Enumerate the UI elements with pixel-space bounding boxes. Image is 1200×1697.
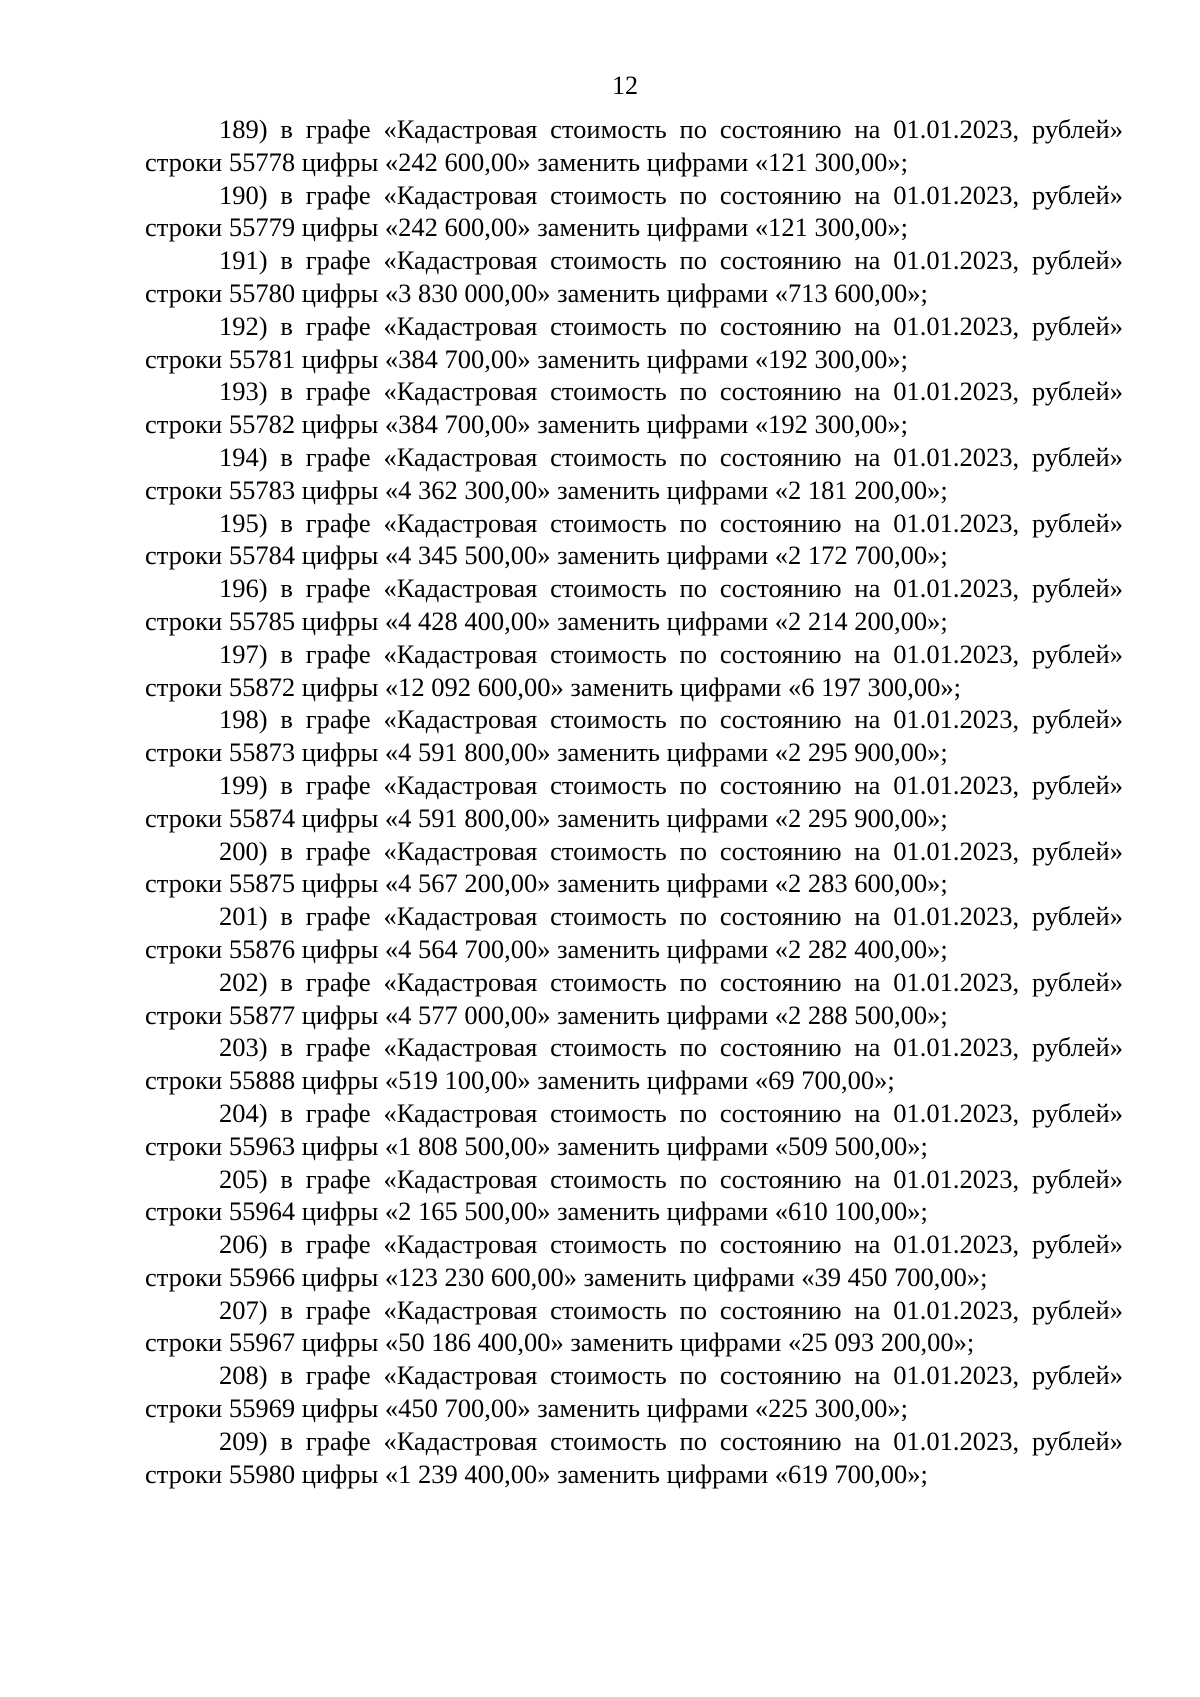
list-item: 194) в графе «Кадастровая стоимость по состоянию на 01.01.2023, рублей» строки 55783 цифры «4 362 300,00» заменить цифрами «2 181 200,00»;	[145, 441, 1123, 505]
document-body	[145, 113, 1123, 1490]
list-item: 199) в графе «Кадастровая стоимость по состоянию на 01.01.2023, рублей» строки 55874 цифры «4 591 800,00» заменить цифрами «2 295 900,00»;	[145, 769, 1123, 833]
list-item: 207) в графе «Кадастровая стоимость по состоянию на 01.01.2023, рублей» строки 55967 цифры «50 186 400,00» заменить цифрами «25 093 200,00»;	[145, 1294, 1123, 1358]
list-item: 191) в графе «Кадастровая стоимость по состоянию на 01.01.2023, рублей» строки 55780 цифры «3 830 000,00» заменить цифрами «713 600,00»;	[145, 245, 1123, 308]
list-item: 193) в графе «Кадастровая стоимость по состоянию на 01.01.2023, рублей» строки 55782 цифры «384 700,00» заменить цифрами «192 300,00»;	[145, 376, 1123, 440]
list-item: 208) в графе «Кадастровая стоимость по состоянию на 01.01.2023, рублей» строки 55969 цифры «450 700,00» заменить цифрами «225 300,00»;	[145, 1360, 1123, 1424]
list-item: 195) в графе «Кадастровая стоимость по состоянию на 01.01.2023, рублей» строки 55784 цифры «4 345 500,00» заменить цифрами «2 172 700,00»;	[145, 507, 1123, 571]
list-item: 192) в графе «Кадастровая стоимость по состоянию на 01.01.2023, рублей» строки 55781 цифры «384 700,00» заменить цифрами «192 300,00»;	[145, 310, 1123, 374]
list-item: 190) в графе «Кадастровая стоимость по состоянию на 01.01.2023, рублей» строки 55779 цифры «242 600,00» заменить цифрами «121 300,00»;	[145, 179, 1123, 243]
list-item: 201) в графе «Кадастровая стоимость по состоянию на 01.01.2023, рублей» строки 55876 цифры «4 564 700,00» заменить цифрами «2 282 400,00»;	[145, 901, 1123, 964]
list-item: 198) в графе «Кадастровая стоимость по состоянию на 01.01.2023, рублей» строки 55873 цифры «4 591 800,00» заменить цифрами «2 295 900,00»;	[145, 704, 1123, 768]
list-item: 189) в графе «Кадастровая стоимость по состоянию на 01.01.2023, рублей» строки 55778 цифры «242 600,00» заменить цифрами «121 300,00»;	[145, 114, 1123, 177]
list-item: 203) в графе «Кадастровая стоимость по состоянию на 01.01.2023, рублей» строки 55888 цифры «519 100,00» заменить цифрами «69 700,00»;	[145, 1032, 1123, 1096]
list-item: 200) в графе «Кадастровая стоимость по состоянию на 01.01.2023, рублей» строки 55875 цифры «4 567 200,00» заменить цифрами «2 283 600,00»;	[145, 835, 1123, 899]
list-item: 196) в графе «Кадастровая стоимость по состоянию на 01.01.2023, рублей» строки 55785 цифры «4 428 400,00» заменить цифрами «2 214 200,00»;	[145, 573, 1123, 636]
list-item: 204) в графе «Кадастровая стоимость по состоянию на 01.01.2023, рублей» строки 55963 цифры «1 808 500,00» заменить цифрами «509 500,00»;	[145, 1097, 1123, 1161]
list-item: 205) в графе «Кадастровая стоимость по состоянию на 01.01.2023, рублей» строки 55964 цифры «2 165 500,00» заменить цифрами «610 100,00»;	[145, 1163, 1123, 1227]
list-item: 197) в графе «Кадастровая стоимость по состоянию на 01.01.2023, рублей» строки 55872 цифры «12 092 600,00» заменить цифрами «6 197 300,00»;	[145, 638, 1123, 702]
list-item: 206) в графе «Кадастровая стоимость по состоянию на 01.01.2023, рублей» строки 55966 цифры «123 230 600,00» заменить цифрами «39 450 700,00»;	[145, 1229, 1123, 1292]
page-number: 12	[612, 71, 638, 100]
list-item: 202) в графе «Кадастровая стоимость по состоянию на 01.01.2023, рублей» строки 55877 цифры «4 577 000,00» заменить цифрами «2 288 500,00»;	[145, 966, 1123, 1030]
list-item: 209) в графе «Кадастровая стоимость по состоянию на 01.01.2023, рублей» строки 55980 цифры «1 239 400,00» заменить цифрами «619 700,00»;	[145, 1425, 1123, 1489]
